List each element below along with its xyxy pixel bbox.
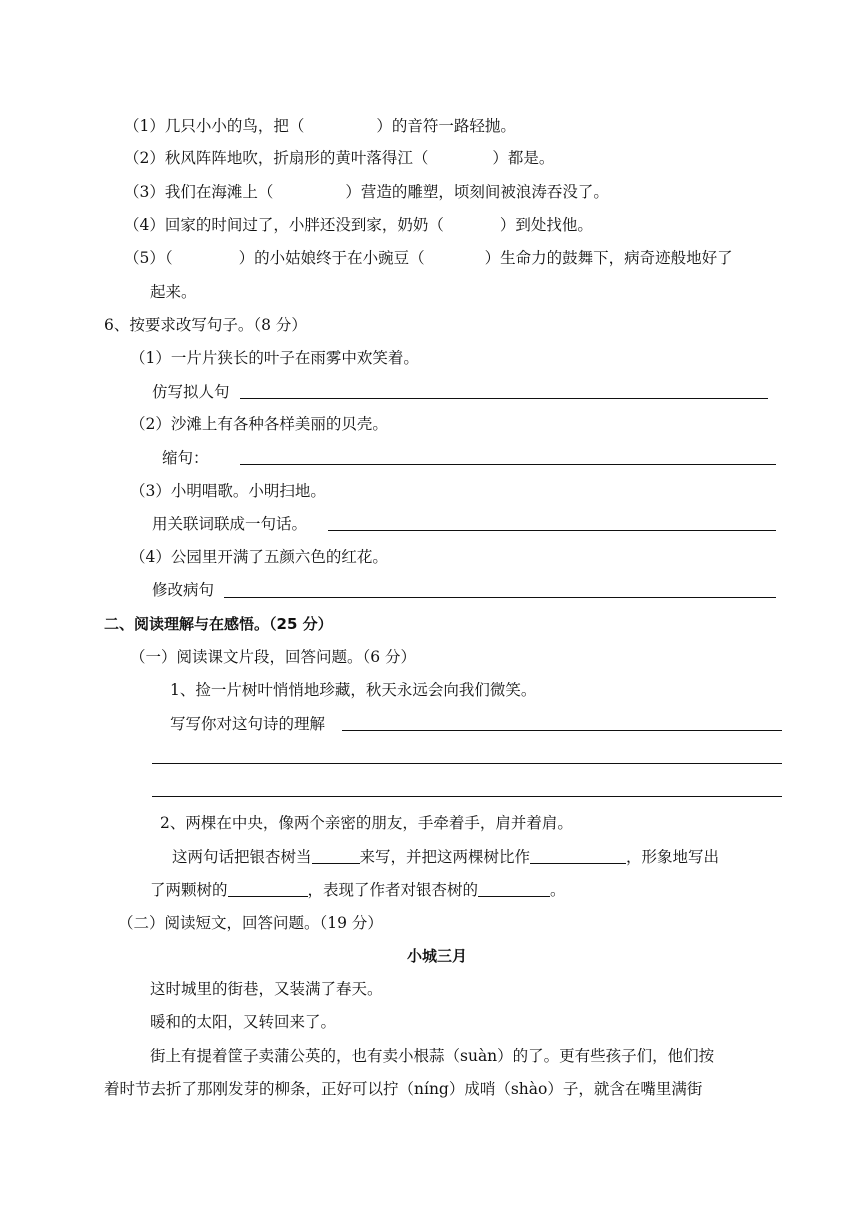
part1-q1-task: 写写你对这句诗的理解: [170, 715, 326, 733]
fill-item-2-text-b: ）都是。: [492, 149, 555, 167]
fill-item-5-cont: 起来。: [150, 283, 197, 301]
q1-answer-line-3[interactable]: [152, 796, 782, 797]
fill-item-1: [124, 115, 516, 137]
fill-item-1-text-a: （1）几只小小的鸟，把（: [124, 117, 305, 135]
q2-text-e: ，表现了作者对银杏树的: [307, 881, 479, 899]
q6-answer-line-3[interactable]: [328, 530, 776, 531]
q6-sentence-3: （3）小明唱歌。小明扫地。: [130, 482, 326, 500]
q6-sentence-2: （2）沙滩上有各种各样美丽的贝壳。: [130, 415, 388, 433]
q2-text-d: 了两颗树的: [150, 881, 228, 899]
fill-item-4-text-a: （4）回家的时间过了，小胖还没到家，奶奶（: [124, 216, 444, 234]
section2-title: 二、阅读理解与在感悟。（25 分）: [104, 615, 333, 633]
q6-task-4: 修改病句: [152, 581, 215, 599]
article-p3-line2: 着时节去折了那刚发芽的柳条，正好可以拧（níng）成哨（shào）子，就含在嘴里满街: [104, 1080, 703, 1098]
fill-item-3: [124, 181, 609, 203]
q6-task-3: 用关联词联成一句话。: [152, 515, 308, 533]
fill-item-4-text-b: ）到处找他。: [499, 216, 593, 234]
q6-answer-line-2[interactable]: [240, 464, 776, 465]
q2-blank-2[interactable]: [530, 847, 626, 864]
q1-answer-line-2[interactable]: [152, 763, 782, 764]
q6-sentence-4: （4）公园里开满了五颜六色的红花。: [130, 548, 388, 566]
fill-item-4: [124, 214, 593, 236]
q1-answer-line-1[interactable]: [342, 730, 782, 731]
fill-item-5-text-b: ）的小姑娘终于在小豌豆（: [238, 249, 425, 267]
fill-item-5-text-c: ）生命力的鼓舞下，病奇迹般地好了: [484, 249, 733, 267]
q2-blank-3[interactable]: [228, 880, 308, 897]
q2-text-f: 。: [550, 881, 566, 899]
article-p2: 暖和的太阳，又转回来了。: [150, 1013, 337, 1031]
q2-text-c: ，形象地写出: [626, 848, 720, 866]
part1-q2-line2: [150, 879, 566, 901]
part1-q1: 1、捡一片树叶悄悄地珍藏，秋天永远会向我们微笑。: [170, 681, 537, 699]
part1-q2-line1: [172, 846, 719, 868]
q2-text-a: 这两句话把银杏树当: [172, 848, 312, 866]
part1-title: （一）阅读课文片段，回答问题。（6 分）: [130, 648, 417, 666]
q6-answer-line-4[interactable]: [224, 597, 776, 598]
q2-blank-4[interactable]: [478, 880, 550, 897]
fill-item-1-text-b: ）的音符一路轻抛。: [376, 117, 516, 135]
article-p1: 这时城里的街巷，又装满了春天。: [150, 980, 383, 998]
fill-item-2: [124, 147, 554, 169]
fill-item-5: [124, 247, 733, 269]
fill-item-3-text-a: （3）我们在海滩上（: [124, 183, 274, 201]
q6-sentence-1: （1）一片片狭长的叶子在雨雾中欢笑着。: [130, 349, 419, 367]
part2-title: （二）阅读短文，回答问题。（19 分）: [118, 914, 383, 932]
part1-q2: 2、两棵在中央，像两个亲密的朋友，手牵着手，肩并着肩。: [160, 814, 573, 832]
article-title: 小城三月: [407, 947, 468, 965]
article-p3-line1: 街上有提着筐子卖蒲公英的，也有卖小根蒜（suàn）的了。更有些孩子们，他们按: [150, 1047, 715, 1065]
q2-text-b: 来写，并把这两棵树比作: [359, 848, 531, 866]
q2-blank-1[interactable]: [312, 847, 360, 864]
q6-task-2: 缩句：: [162, 449, 209, 467]
q6-task-1: 仿写拟人句: [152, 383, 230, 401]
q6-answer-line-1[interactable]: [240, 398, 768, 399]
q6-title: 6、按要求改写句子。（8 分）: [104, 316, 307, 334]
fill-item-3-text-b: ）营造的雕塑，顷刻间被浪涛吞没了。: [345, 183, 609, 201]
fill-item-2-text-a: （2）秋风阵阵地吹，折扇形的黄叶落得江（: [124, 149, 429, 167]
fill-item-5-text-a: （5）（: [124, 249, 173, 267]
